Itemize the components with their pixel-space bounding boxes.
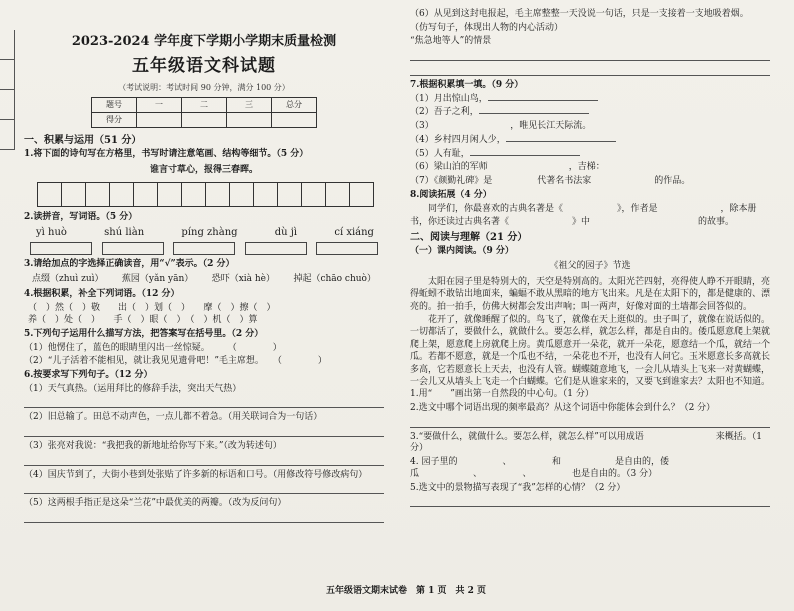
q6-item: （3）张亮对我说：“我把我的新地址给你写下来。”（改为转述句） bbox=[24, 441, 282, 451]
grid-cell[interactable] bbox=[133, 182, 158, 207]
answer-line[interactable] bbox=[24, 397, 384, 408]
score-table bbox=[91, 97, 317, 128]
grid-cell[interactable] bbox=[301, 182, 326, 207]
q7-prompt: 7.根据积累填一填。（9 分） bbox=[410, 80, 524, 91]
score-input-cell[interactable] bbox=[272, 113, 317, 128]
answer-line[interactable] bbox=[24, 483, 384, 494]
pinyin: yì huò bbox=[36, 227, 67, 239]
writing-grid[interactable] bbox=[38, 182, 384, 207]
q3-prompt: 3.请给加点的字选择正确读音，用“√”表示。（2 分） bbox=[24, 259, 235, 270]
reading-question: 5.选文中的景物描写表现了“我”怎样的心情？（2 分） bbox=[410, 482, 626, 493]
q7-item[interactable] bbox=[410, 107, 770, 119]
pinyin: shú liàn bbox=[104, 227, 145, 239]
q7-item-text: （2）吾子之利， bbox=[410, 107, 479, 118]
answer-blank[interactable] bbox=[470, 155, 580, 156]
q3-items bbox=[24, 274, 384, 286]
q7-item[interactable] bbox=[410, 149, 770, 161]
grid-cell[interactable] bbox=[229, 182, 254, 207]
passage-title: 《祖父的园子》节选 bbox=[549, 261, 631, 272]
reading-question: 2.选文中哪个词语出现的频率最高？从这个词语中你能体会到什么？（2 分） bbox=[410, 403, 716, 414]
q4-row[interactable]: 养（ ）处（ ） 手（ ）眼（ ） （ ）机（ ）算 bbox=[28, 315, 258, 326]
score-header-cell: 题号 bbox=[92, 98, 137, 113]
grid-cell[interactable] bbox=[181, 182, 206, 207]
q7-item[interactable]: （3） ，唯见长江天际流。 bbox=[410, 121, 592, 132]
q2-answer-boxes bbox=[24, 242, 384, 255]
q5-prompt: 5.下列句子运用什么描写方法，把答案写在括号里。（2 分） bbox=[24, 328, 264, 339]
score-input-cell[interactable] bbox=[137, 113, 182, 128]
q6-item: （2）旧总输了。田总不动声色，一点儿都不着急。（用关联词合为一句话） bbox=[24, 412, 323, 423]
exam-note: （考试说明：考试时间 90 分钟，满分 100 分） bbox=[118, 82, 290, 92]
score-input-cell[interactable] bbox=[182, 113, 227, 128]
answer-line[interactable] bbox=[410, 50, 770, 61]
passage-paragraph: 花开了，就像睡醒了似的。鸟飞了，就像在天上逛似的。虫子叫了，就像在说话似的。一切都活了，要做什么，就做什么。要怎么样，就怎么样，都是自由的。倭瓜愿意爬上架就爬上架，愿意爬上房就爬上房。黄瓜愿意开一朵花，就开一朵花，愿意结一个瓜，就结一个瓜。若都不愿意，就是一个瓜也不结，一朵花也不开，也没有人问它。玉米愿意长多高就长多高，它若愿意长上天去，也没有人管。蝴蝶随意地飞，一会儿从墙头上飞来一对黄蝴蝶，一会儿又从墙头上飞走一个白蝴蝶。它们是从谁家来的，又要飞到谁家去？太阳也不知道。 bbox=[410, 314, 771, 387]
score-label-cell: 得分 bbox=[92, 113, 137, 128]
q7-item[interactable] bbox=[410, 135, 770, 147]
answer-box[interactable] bbox=[173, 242, 235, 255]
q8-line1[interactable]: 同学们，你最喜欢的古典名著是《 》，作者是 ，除本册 bbox=[428, 204, 757, 215]
reading-question[interactable]: 4. 园子里的 、 和 是自由的，倭瓜 、 、 也是自由的。（3 分） bbox=[410, 457, 669, 479]
q7-item-text: （1）月出惊山鸟， bbox=[410, 93, 488, 104]
pron-item[interactable]: 恐吓（xià hè） bbox=[211, 274, 276, 285]
q6-item: （4）国庆节到了，大街小巷到处张贴了许多新的标语和口号。（用修改符号修改病句） bbox=[24, 469, 368, 480]
q1-prompt: 1.将下面的诗句写在方格里，书写时请注意笔画、结构等细节。（5 分） bbox=[24, 149, 309, 160]
grid-cell[interactable] bbox=[205, 182, 230, 207]
section1-heading: 一、积累与运用（51 分） bbox=[24, 135, 142, 147]
answer-line[interactable] bbox=[24, 426, 384, 437]
q7-item[interactable] bbox=[410, 94, 770, 106]
q2-prompt: 2.读拼音，写词语。（5 分） bbox=[24, 211, 138, 222]
answer-box[interactable] bbox=[245, 242, 307, 255]
q5-line[interactable]: （1）他愣住了，蓝色的眼睛里闪出一丝惊疑。 （ ） bbox=[24, 342, 282, 353]
q6-prompt: 6.按要求写下列句子。（12 分） bbox=[24, 369, 153, 380]
answer-line[interactable] bbox=[410, 65, 770, 76]
q5-line[interactable]: （2）“儿子活着不能相见，就让我见见遗骨吧！”毛主席想。 （ ） bbox=[24, 356, 327, 367]
answer-line[interactable] bbox=[24, 455, 384, 466]
section2-sub: （一）课内阅读。（9 分） bbox=[410, 246, 514, 257]
binding-strip bbox=[0, 30, 15, 150]
pinyin: cí xiáng bbox=[334, 227, 374, 239]
answer-box[interactable] bbox=[316, 242, 378, 255]
score-input-cell[interactable] bbox=[227, 113, 272, 128]
score-header-cell: 三 bbox=[227, 98, 272, 113]
grid-cell[interactable] bbox=[61, 182, 86, 207]
exam-title-line2: 五年级语文科试题 bbox=[132, 55, 276, 76]
q6-item: （5）这两根手指正是这朵“兰花”中最优美的两瓣。（改为反问句） bbox=[24, 498, 287, 509]
answer-line[interactable] bbox=[410, 417, 770, 428]
q2-pinyin-row bbox=[24, 226, 384, 239]
grid-cell[interactable] bbox=[277, 182, 302, 207]
page-footer: 五年级语文期末试卷 第 1 页 共 2 页 bbox=[326, 586, 487, 596]
right-column bbox=[410, 8, 770, 511]
answer-line[interactable] bbox=[410, 496, 770, 507]
q7-item-text: （4）乡村四月闲人少， bbox=[410, 134, 506, 145]
passage-paragraph: 太阳在园子里是特别大的，天空是特别高的。太阳光芒四射，亮得使人睁不开眼睛，亮得蚯蚓不敢钻出地面来，蝙蝠不敢从黑暗的地方飞出来。凡是在太阳下的，都是健康的、漂亮的。拍一拍手，仿佛大树都会发出声响；叫一两声，好像对面的土墙都会回答似的。 bbox=[410, 276, 771, 312]
q6-6-line1: （6）从见到这封电报起，毛主席整整一天没说一句话，只是一支接着一支地吸着烟。 bbox=[410, 9, 749, 19]
pron-item[interactable]: 掉起（chāo chuò） bbox=[293, 274, 376, 285]
q7-item[interactable]: （6）梁山泊的军师 ，吉梯： bbox=[410, 162, 605, 173]
score-header-cell: 总分 bbox=[272, 98, 317, 113]
pinyin: píng zhàng bbox=[181, 227, 238, 239]
grid-cell[interactable] bbox=[253, 182, 278, 207]
answer-blank[interactable] bbox=[479, 113, 589, 114]
answer-blank[interactable] bbox=[506, 141, 616, 142]
section2-heading: 二、阅读与理解（21 分） bbox=[410, 232, 528, 244]
answer-blank[interactable] bbox=[488, 100, 598, 101]
exam-title-line1: 2023-2024 学年度下学期小学期末质量检测 bbox=[71, 34, 337, 49]
grid-cell[interactable] bbox=[157, 182, 182, 207]
q6-6-line2: （仿写句子，体现出人物的内心活动） bbox=[410, 22, 564, 33]
q8-prompt: 8.阅读拓展（4 分） bbox=[410, 189, 492, 200]
q6-item: （1）天气真热。（运用拜比的修辞手法，突出天气热） bbox=[24, 383, 242, 394]
left-column bbox=[24, 28, 384, 527]
grid-cell[interactable] bbox=[325, 182, 350, 207]
reading-question: 1.用“ ”画出第一自然段的中心句。（1 分） bbox=[410, 389, 594, 400]
pinyin: dù jì bbox=[274, 227, 298, 239]
q8-line2[interactable]: 书，你还读过古典名著《 》中 的故事。 bbox=[410, 216, 735, 227]
q4-row[interactable]: （ ）然（ ）敬 出（ ）划（ ） 摩（ ）擦（ ） bbox=[28, 302, 276, 313]
score-header-cell: 一 bbox=[137, 98, 182, 113]
pron-item[interactable]: 点缀（zhuì zuì） bbox=[32, 274, 104, 285]
q7-item[interactable]: （7）《颜勤礼碑》是 代著名书法家 的作品。 bbox=[410, 175, 691, 186]
grid-cell[interactable] bbox=[85, 182, 110, 207]
grid-cell[interactable] bbox=[37, 182, 62, 207]
score-header-cell: 二 bbox=[182, 98, 227, 113]
q7-item-text: （5）人有耻， bbox=[410, 148, 470, 159]
grid-cell[interactable] bbox=[109, 182, 134, 207]
q1-poem: 谁言寸草心，报得三春晖。 bbox=[149, 165, 258, 176]
reading-question[interactable]: 3.“要做什么，就做什么。要怎么样，就怎么样”可以用成语 来概括。（1 分） bbox=[410, 431, 763, 454]
pron-item[interactable]: 蕉园（yǎn yān） bbox=[121, 274, 194, 285]
grid-cell[interactable] bbox=[349, 182, 374, 207]
answer-line[interactable] bbox=[24, 512, 384, 523]
q6-6-line3: “焦急地等人”的情景 bbox=[410, 36, 492, 47]
answer-box[interactable] bbox=[102, 242, 164, 255]
answer-box[interactable] bbox=[30, 242, 92, 255]
q4-prompt: 4.根据积累，补全下列词语。（12 分） bbox=[24, 288, 180, 299]
